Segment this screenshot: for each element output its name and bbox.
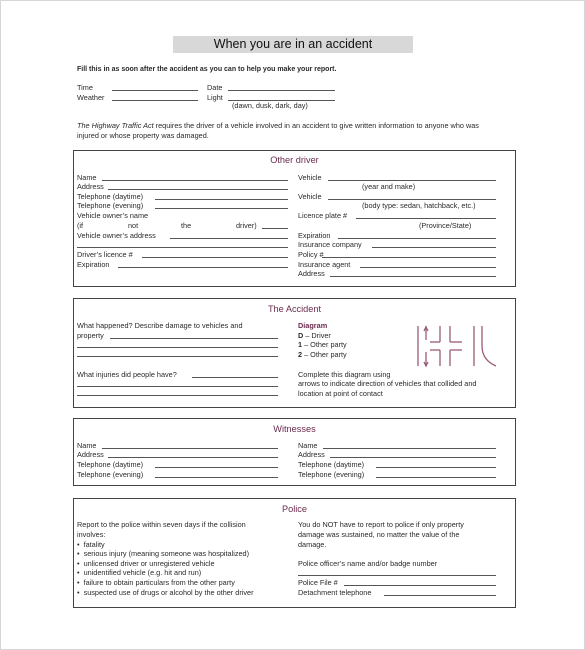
detachment-field[interactable] [384,595,496,596]
act-name: The Highway Traffic Act [77,121,154,130]
legend-1-key: 1 [298,340,303,349]
officer-label: Police officer’s name and/or badge number [298,559,438,568]
od-owner-the: the [181,221,192,230]
accident-title: The Accident [267,304,322,314]
witnesses-title: Witnesses [273,424,316,434]
bullet-item: • serious injury (meaning someone was hospitalized) [77,549,249,558]
od-r-expiration-field[interactable] [338,238,496,239]
intro-text: requires the driver of a vehicle involved in an accident to give written information to anyone who was injured or whose property was damaged. [77,121,479,140]
legend-party-2 [298,350,347,359]
od-owner-address-field[interactable] [170,238,288,239]
instruction-text: Fill this in as soon after the accident as you can to help you make your report. [77,66,337,73]
bullet-item: • unidentified vehicle (e.g. hit and run) [77,568,201,577]
od-ins-agent-label: Insurance agent [298,260,351,269]
police-file-label: Police File # [298,578,338,587]
what-happened-label-2: property [77,331,104,340]
intersection-diagram[interactable] [416,322,498,370]
time-field[interactable] [112,90,198,91]
police-title: Police [281,504,308,514]
w2-address-field[interactable] [330,457,496,458]
w2-name-field[interactable] [323,448,496,449]
od-owner-name-label: Vehicle owner’s name [77,211,149,220]
od-address-label: Address [77,182,104,191]
od-owner-if: (if [77,221,84,230]
od-ins-company-label: Insurance company [298,240,362,249]
od-tel-eve-field[interactable] [155,208,288,209]
od-tel-day-label: Telephone (daytime) [77,192,144,201]
w1-tel-day-field[interactable] [155,467,278,468]
legend-party-1 [298,340,347,349]
light-label: Light [207,93,223,102]
w1-name-label: Name [77,441,97,450]
od-licence-plate-label: Licence plate # [298,211,348,220]
legend-d-text: – Driver [303,331,331,340]
od-name-field[interactable] [102,180,288,181]
time-label: Time [77,83,93,92]
od-licence-label: Driver’s licence # [77,250,133,259]
w2-tel-day-label: Telephone (daytime) [298,460,365,469]
legend-d-key: D [298,331,304,340]
detachment-label: Detachment telephone [298,588,372,597]
w2-tel-eve-field[interactable] [376,477,496,478]
what-happened-field-2[interactable] [77,347,278,348]
w1-address-field[interactable] [108,457,278,458]
what-happened-field-1[interactable] [110,338,278,339]
diagram-title: Diagram [298,321,328,330]
w1-tel-day-label: Telephone (daytime) [77,460,144,469]
legend-2-key: 2 [298,350,303,359]
w1-tel-eve-label: Telephone (evening) [77,470,144,479]
od-vehicle2-label: Vehicle [298,192,322,201]
injuries-field-2[interactable] [77,386,278,387]
bullet-item: • unlicensed driver or unregistered vehicle [77,559,215,568]
od-ins-company-field[interactable] [372,247,496,248]
w1-name-field[interactable] [102,448,278,449]
what-happened-field-3[interactable] [77,356,278,357]
injuries-field-3[interactable] [77,395,278,396]
od-province-hint: (Province/State) [419,221,472,230]
weather-label: Weather [77,93,105,102]
w2-tel-eve-label: Telephone (evening) [298,470,365,479]
bullet-item: • fatality [77,540,105,549]
od-r-expiration-label: Expiration [298,231,331,240]
od-licence-plate-field[interactable] [356,218,496,219]
od-expiration-label: Expiration [77,260,110,269]
date-field[interactable] [228,90,335,91]
officer-field[interactable] [298,575,496,576]
od-owner-address-label: Vehicle owner’s address [77,231,156,240]
intro-paragraph [77,121,497,140]
od-vehicle1-field[interactable] [328,180,496,181]
od-vehicle1-label: Vehicle [298,173,322,182]
od-r-address-field[interactable] [330,276,496,277]
legend-2-text: – Other party [302,350,347,359]
od-tel-day-field[interactable] [155,199,288,200]
complete-diagram-text-2: arrows to indicate direction of vehicles that collided and [298,379,477,388]
od-vehicle2-field[interactable] [328,199,496,200]
od-policy-field[interactable] [322,257,496,258]
police-file-field[interactable] [344,585,496,586]
w1-tel-eve-field[interactable] [155,477,278,478]
w2-address-label: Address [298,450,325,459]
od-tel-eve-label: Telephone (evening) [77,201,144,210]
w2-name-label: Name [298,441,318,450]
od-expiration-field[interactable] [118,267,288,268]
od-r-address-label: Address [298,269,325,278]
w1-address-label: Address [77,450,104,459]
no-report-text-3: damage. [298,540,327,549]
od-body-type-hint: (body type: sedan, hatchback, etc.) [362,201,476,210]
report-text-2: involves: [77,530,106,539]
weather-field[interactable] [112,100,198,101]
od-name-label: Name [77,173,97,182]
complete-diagram-text-1: Complete this diagram using [298,370,391,379]
date-label: Date [207,83,223,92]
what-happened-label-1: What happened? Describe damage to vehicles and [77,321,243,330]
light-hint: (dawn, dusk, dark, day) [232,101,308,110]
od-owner-driver: driver) [236,221,257,230]
od-ins-agent-field[interactable] [360,267,496,268]
od-address-field[interactable] [108,189,288,190]
bullet-item: • failure to obtain particulars from the other party [77,578,235,587]
od-year-make-hint: (year and make) [362,182,416,191]
bullet-item: • suspected use of drugs or alcohol by the other driver [77,588,254,597]
form-title: When you are in an accident [173,36,413,53]
od-owner-name-field[interactable] [262,228,288,229]
complete-diagram-text-3: location at point of contact [298,389,383,398]
od-policy-label: Policy # [298,250,324,259]
no-report-text-1: You do NOT have to report to police if only property [298,520,464,529]
other-driver-title: Other driver [270,155,319,165]
legend-1-text: – Other party [302,340,347,349]
od-licence-field[interactable] [142,257,288,258]
w2-tel-day-field[interactable] [376,467,496,468]
legend-driver [298,331,331,340]
report-text-1: Report to the police within seven days if the collision [77,520,246,529]
od-owner-not: not [128,221,139,230]
injuries-field-1[interactable] [192,377,278,378]
no-report-text-2: damage was sustained, no matter the value of the [298,530,460,539]
od-owner-address-field-2[interactable] [77,247,288,248]
injuries-label: What injuries did people have? [77,370,177,379]
